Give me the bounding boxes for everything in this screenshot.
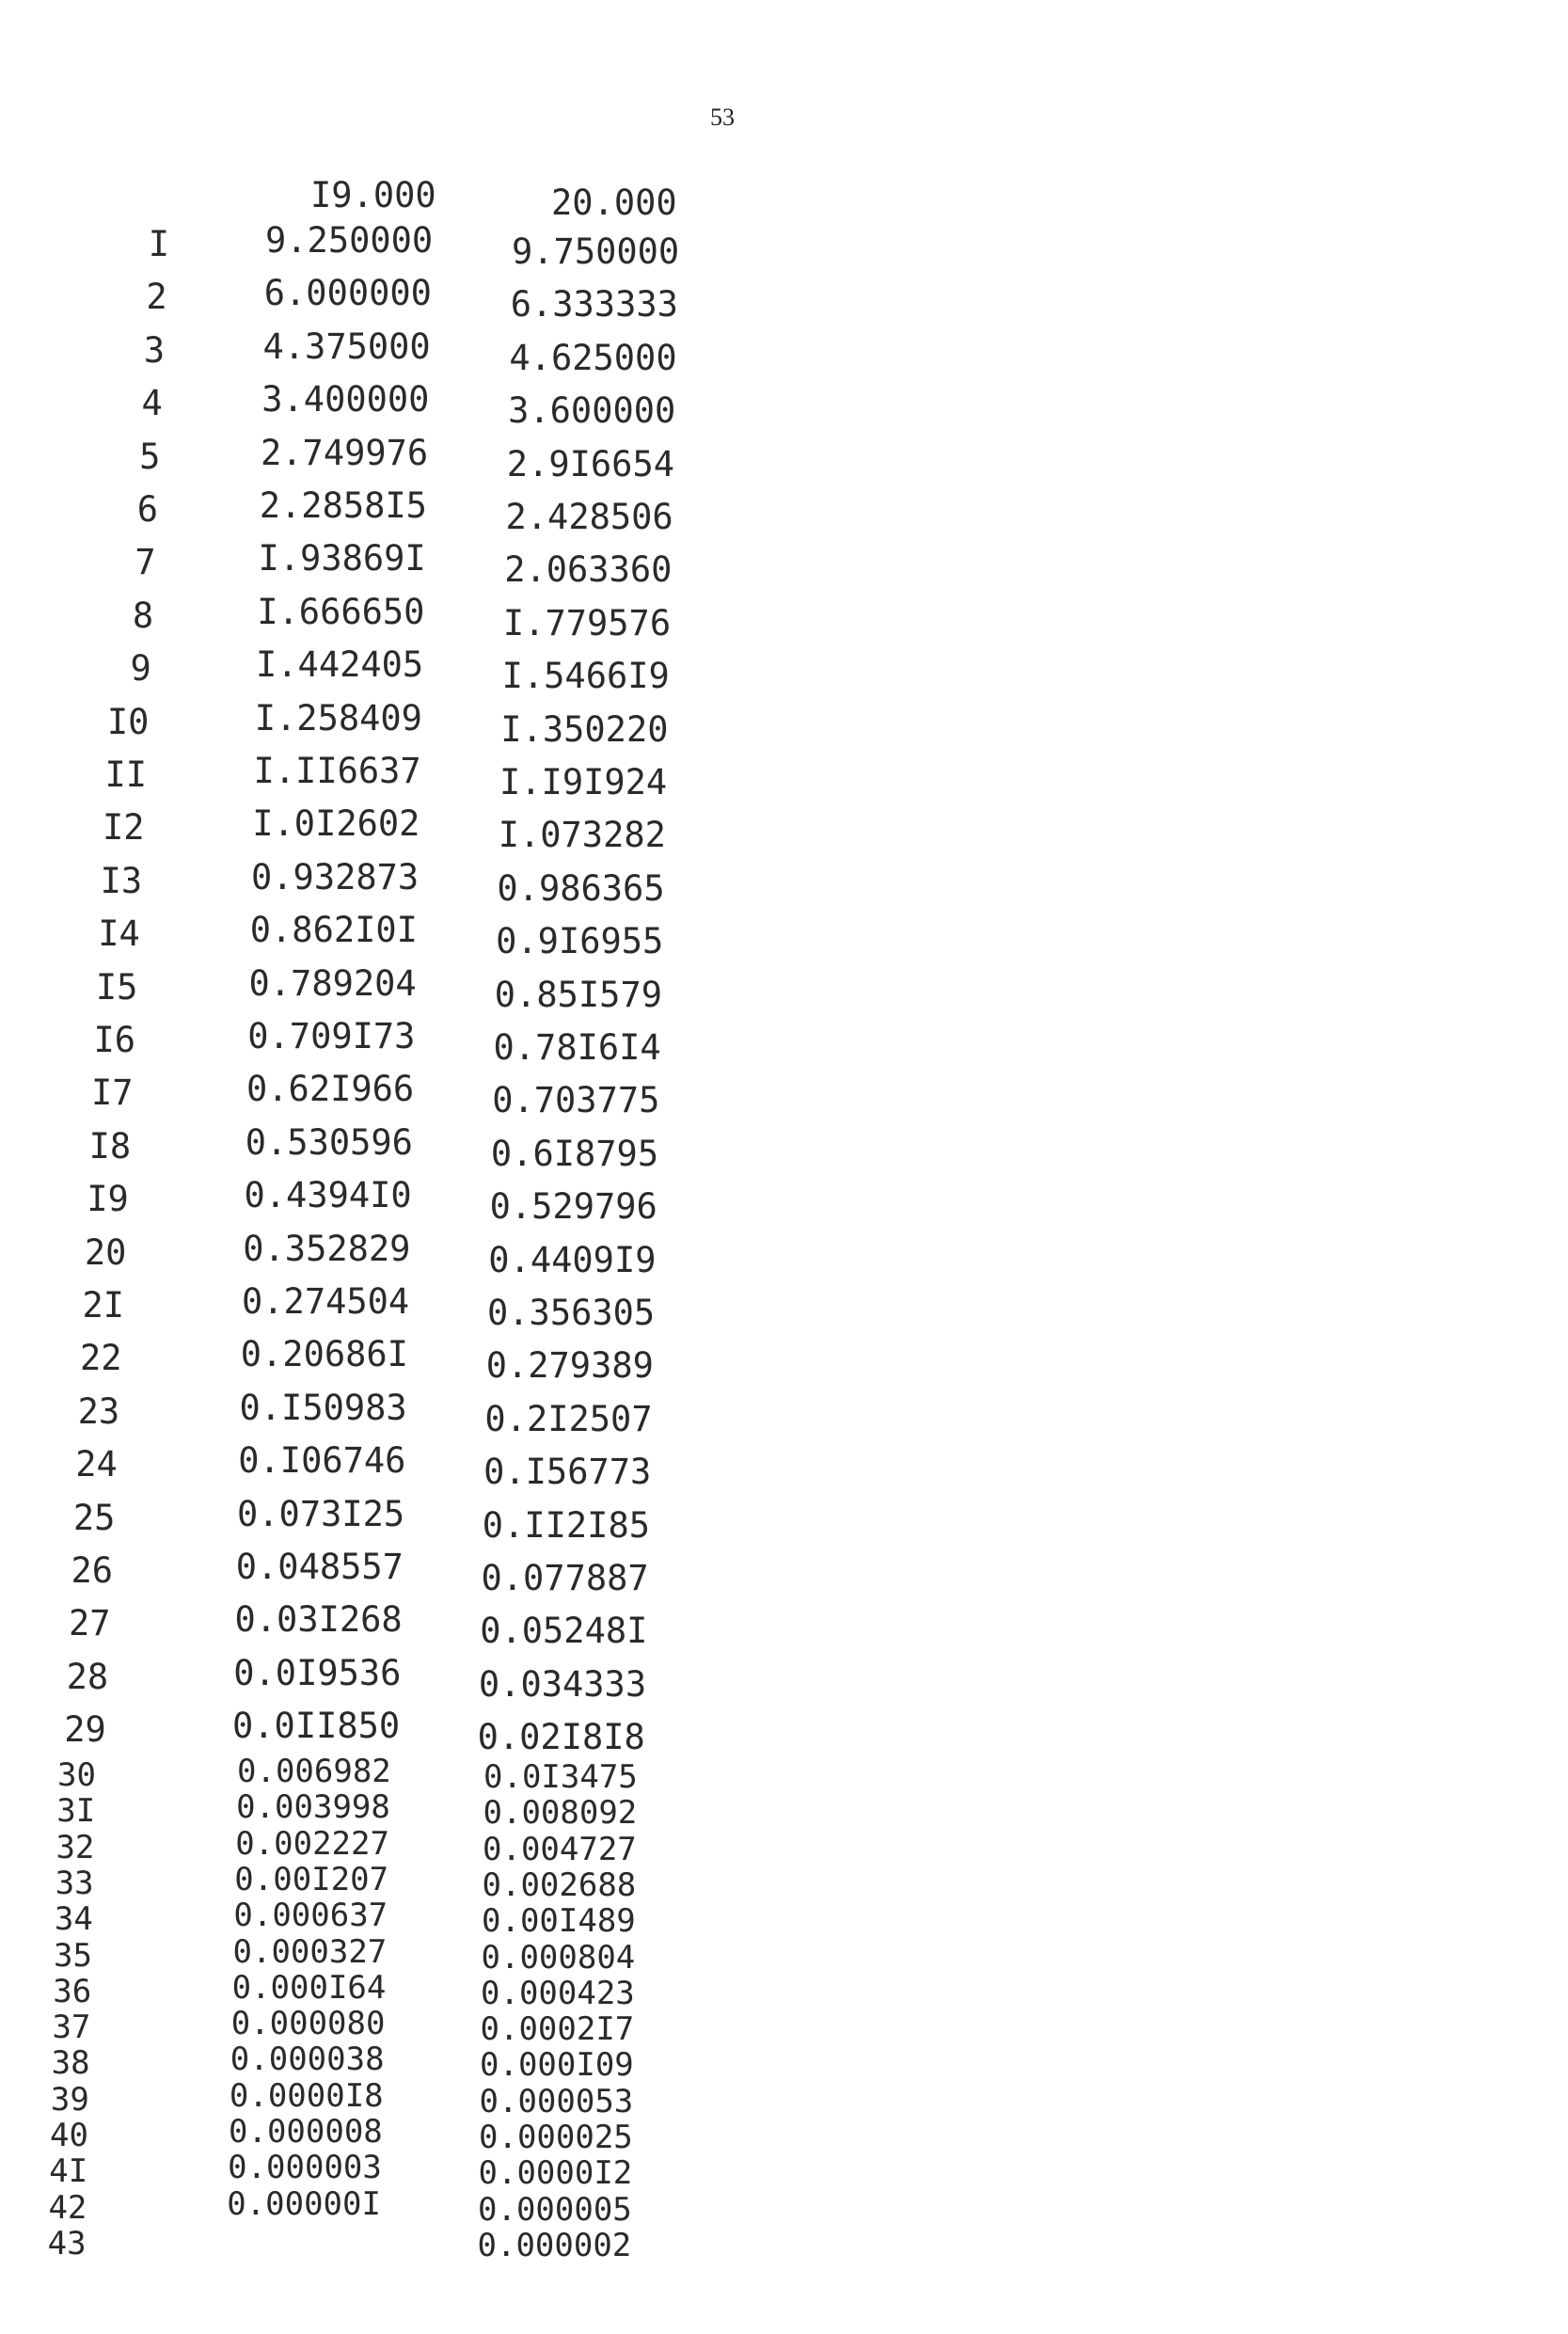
value-col2: 0.78I6I4 [493, 1027, 661, 1068]
row-index: I7 [91, 1072, 134, 1114]
row-index: 5 [139, 436, 161, 477]
value-col2: I.779576 [502, 602, 672, 643]
value-col1: 0.000637 [233, 1897, 388, 1935]
row-index: I [148, 224, 169, 264]
value-col1: 0.352829 [243, 1228, 411, 1269]
page-number: 53 [710, 103, 735, 131]
value-col1: 0.4394I0 [244, 1175, 412, 1216]
value-col2: 0.05248I [480, 1611, 648, 1652]
row-index: 43 [47, 2224, 87, 2263]
row-index: 37 [52, 2009, 91, 2047]
value-col1: 4.375000 [262, 325, 431, 367]
value-col2: 0.356305 [487, 1293, 656, 1333]
value-col1: 0.048557 [235, 1547, 404, 1587]
value-col2: I.073282 [498, 815, 666, 856]
row-index: 9 [130, 648, 151, 690]
value-col2: 0.986365 [497, 867, 665, 909]
row-index: 42 [48, 2188, 87, 2227]
value-col2: 0.000804 [481, 1938, 636, 1977]
row-index: I4 [98, 913, 140, 955]
value-col1: 0.006982 [237, 1753, 391, 1790]
value-col1: I.258409 [254, 697, 422, 738]
value-col2: 3.600000 [508, 390, 676, 432]
value-col2: 0.000I09 [480, 2046, 634, 2085]
row-index: I6 [93, 1020, 135, 1060]
value-col2: 0.034333 [478, 1663, 647, 1705]
value-col1: 6.000000 [263, 273, 432, 314]
row-index: I2 [103, 807, 145, 849]
value-col2: I.5466I9 [501, 656, 670, 697]
value-col1: 0.789204 [248, 962, 417, 1004]
value-col2: I.I9I924 [499, 762, 668, 802]
row-index: 24 [75, 1444, 118, 1485]
row-index: 4 [141, 383, 163, 424]
value-col1: I.666650 [257, 591, 425, 632]
row-index: 30 [57, 1756, 96, 1794]
value-col2: 0.000423 [481, 1974, 635, 2012]
value-col2: 2.063360 [504, 549, 673, 591]
row-index: 28 [66, 1656, 109, 1697]
value-col1: 2.2858I5 [259, 485, 427, 526]
row-index: 35 [54, 1936, 92, 1975]
value-col1: 0.709I73 [247, 1016, 416, 1056]
row-index: 25 [72, 1497, 116, 1538]
row-index: 27 [69, 1603, 111, 1644]
row-index: 3I [56, 1792, 96, 1831]
row-index: I3 [100, 860, 143, 901]
value-col2: 2.9I6654 [506, 443, 675, 484]
value-col1: 0.62I966 [246, 1069, 415, 1110]
value-col2: 0.I56773 [483, 1452, 652, 1493]
value-col1: 0.000I64 [231, 1968, 387, 2007]
value-col2: I.350220 [500, 708, 669, 750]
row-index: 33 [55, 1864, 94, 1902]
value-col1: 0.274504 [242, 1281, 410, 1322]
row-index: 6 [136, 489, 158, 530]
row-index: 23 [77, 1390, 120, 1432]
row-index: 2I [82, 1285, 124, 1326]
row-index: 2 [146, 277, 167, 318]
value-col1: 0.932873 [251, 856, 420, 897]
value-col2: 0.00I489 [482, 1902, 636, 1941]
row-index: 7 [135, 542, 156, 583]
value-col1: 0.000008 [229, 2113, 383, 2151]
header-col2: 20.000 [551, 183, 677, 223]
row-index: 8 [132, 595, 154, 636]
value-col1: I.II6637 [253, 751, 421, 791]
value-col2: 0.529796 [489, 1186, 657, 1228]
row-index: 36 [53, 1972, 92, 2010]
value-col2: 0.000005 [478, 2190, 632, 2229]
row-index: 20 [84, 1231, 127, 1273]
value-col2: 0.9I6955 [496, 921, 664, 962]
value-col2: 0.077887 [481, 1558, 649, 1598]
value-col1: 0.000080 [230, 2005, 386, 2043]
row-index: 4I [49, 2152, 88, 2191]
value-col1: 0.0I9536 [233, 1652, 402, 1693]
value-col1: 0.03I268 [234, 1599, 403, 1641]
value-col2: 0.6I8795 [490, 1133, 659, 1174]
row-index: I9 [87, 1179, 129, 1220]
row-index: I8 [88, 1125, 132, 1167]
value-col2: 0.0002I7 [480, 2010, 635, 2049]
value-col1: 0.20686I [240, 1334, 408, 1375]
value-col1: 0.000327 [232, 1932, 388, 1971]
value-col2: 0.000002 [477, 2226, 632, 2264]
value-col2: 0.0I3475 [483, 1758, 638, 1796]
value-col2: 9.750000 [512, 231, 680, 272]
value-col2: 4.625000 [509, 337, 677, 378]
value-col1: I.93869I [258, 538, 426, 580]
value-col2: 0.II2I85 [482, 1504, 651, 1546]
value-col2: 0.85I579 [494, 974, 663, 1015]
row-index: 38 [51, 2044, 90, 2083]
value-col1: 0.000038 [230, 2040, 385, 2079]
value-col1: 0.I06746 [238, 1440, 406, 1482]
value-col1: 2.749976 [261, 432, 429, 473]
value-col2: 0.4409I9 [488, 1239, 657, 1280]
value-col1: 9.250000 [265, 220, 434, 261]
value-col2: 2.428506 [505, 497, 673, 537]
header-col1: I9.000 [310, 175, 436, 215]
value-col2: 0.703775 [492, 1080, 660, 1121]
value-col2: 0.000025 [479, 2119, 633, 2156]
value-col1: I.0I2602 [252, 803, 420, 845]
row-index: 34 [54, 1900, 93, 1939]
value-col2: 0.004727 [483, 1830, 637, 1868]
value-col2: 0.0000I2 [478, 2154, 633, 2193]
value-col1: 0.0000I8 [229, 2076, 384, 2115]
value-col1: 0.003998 [236, 1788, 390, 1827]
row-index: 3 [143, 329, 166, 371]
row-index: I5 [95, 966, 138, 1008]
value-col2: 0.002688 [482, 1866, 637, 1904]
row-index: I0 [106, 701, 150, 742]
row-index: 32 [55, 1828, 95, 1866]
value-col2: 0.2I2507 [484, 1398, 653, 1439]
value-col1: 0.00000I [227, 2184, 381, 2223]
row-index: 26 [71, 1550, 113, 1591]
value-col2: 0.279389 [485, 1345, 654, 1387]
row-index: 29 [64, 1709, 106, 1751]
value-col2: 6.333333 [510, 284, 678, 325]
row-index: II [104, 754, 147, 795]
value-col1: 0.862I0I [249, 910, 418, 951]
row-index: 39 [50, 2080, 89, 2119]
value-col1: 0.000003 [228, 2149, 382, 2187]
value-col2: 0.008092 [483, 1794, 638, 1833]
row-index: 22 [80, 1338, 122, 1379]
value-col1: 3.400000 [261, 379, 430, 421]
value-col1: 0.530596 [245, 1121, 413, 1163]
value-col1: 0.002227 [235, 1824, 389, 1863]
value-col2: 0.000053 [479, 2082, 634, 2120]
value-col1: I.442405 [256, 644, 424, 686]
value-col1: 0.00I207 [234, 1860, 389, 1898]
row-index: 40 [50, 2117, 88, 2154]
value-col2: 0.02I8I8 [477, 1717, 645, 1758]
value-col1: 0.073I25 [237, 1493, 405, 1534]
value-col1: 0.I50983 [239, 1387, 407, 1428]
value-col1: 0.0II850 [232, 1706, 401, 1747]
